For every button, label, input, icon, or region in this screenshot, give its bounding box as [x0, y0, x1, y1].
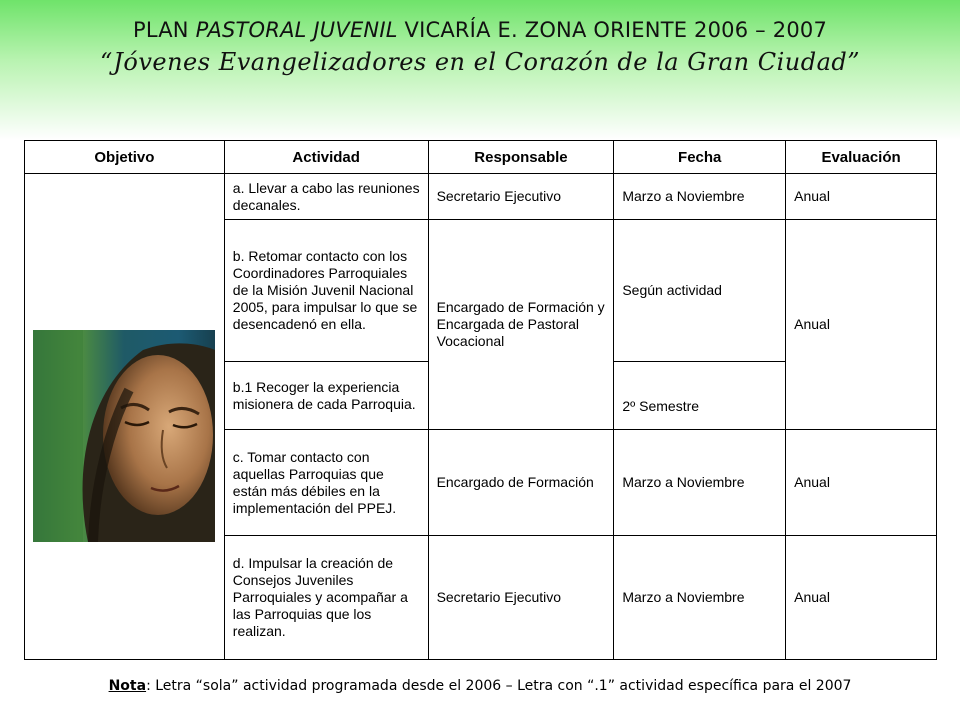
header-objetivo: Objetivo [25, 141, 225, 174]
title-block [0, 18, 960, 76]
evaluacion-d: Anual [786, 536, 937, 660]
activity-c: c. Tomar contacto con aquellas Parroquias que están más débiles en la implementación del PPEJ. [224, 430, 428, 536]
fecha-d: Marzo a Noviembre [614, 536, 786, 660]
fecha-b: Según actividad [614, 220, 786, 362]
plan-table [24, 140, 937, 660]
title-text-1: PLAN [133, 18, 196, 42]
activity-b: b. Retomar contacto con los Coordinadores Parroquiales de la Misión Juvenil Nacional 2005, para impulsar lo que se desencadenó en ella. [224, 220, 428, 362]
responsable-d: Secretario Ejecutivo [428, 536, 614, 660]
responsable-a: Secretario Ejecutivo [428, 174, 614, 220]
activity-d: d. Impulsar la creación de Consejos Juveniles Parroquiales y acompañar a las Parroquias que los realizan. [224, 536, 428, 660]
evaluacion-a: Anual [786, 174, 937, 220]
evaluacion-b: Anual [786, 220, 937, 430]
header-row [25, 141, 937, 174]
header-evaluacion: Evaluación [786, 141, 937, 174]
virgin-portrait-image [33, 330, 215, 542]
objective-cell [25, 174, 225, 660]
portrait-illustration [33, 330, 215, 542]
responsable-c: Encargado de Formación [428, 430, 614, 536]
responsable-b: Encargado de Formación y Encargada de Pastoral Vocacional [428, 220, 614, 430]
footnote [0, 678, 960, 694]
title-emphasis: PASTORAL JUVENIL [195, 18, 398, 42]
fecha-a: Marzo a Noviembre [614, 174, 786, 220]
page-subtitle: “Jóvenes Evangelizadores en el Corazón de la Gran Ciudad” [99, 48, 861, 76]
page-title [0, 18, 960, 42]
title-text-2: VICARÍA E. ZONA ORIENTE 2006 – 2007 [397, 18, 827, 42]
header-actividad: Actividad [224, 141, 428, 174]
fecha-c: Marzo a Noviembre [614, 430, 786, 536]
activity-a: a. Llevar a cabo las reuniones decanales. [224, 174, 428, 220]
header-responsable: Responsable [428, 141, 614, 174]
activity-b1: b.1 Recoger la experiencia misionera de cada Parroquia. [224, 362, 428, 430]
footnote-text: : Letra “sola” actividad programada desde el 2006 – Letra con “.1” actividad específica para el 2007 [146, 678, 852, 694]
table-row [25, 174, 937, 220]
evaluacion-c: Anual [786, 430, 937, 536]
footnote-label: Nota [108, 678, 147, 694]
fecha-b1: 2º Semestre [614, 362, 786, 430]
header-fecha: Fecha [614, 141, 786, 174]
